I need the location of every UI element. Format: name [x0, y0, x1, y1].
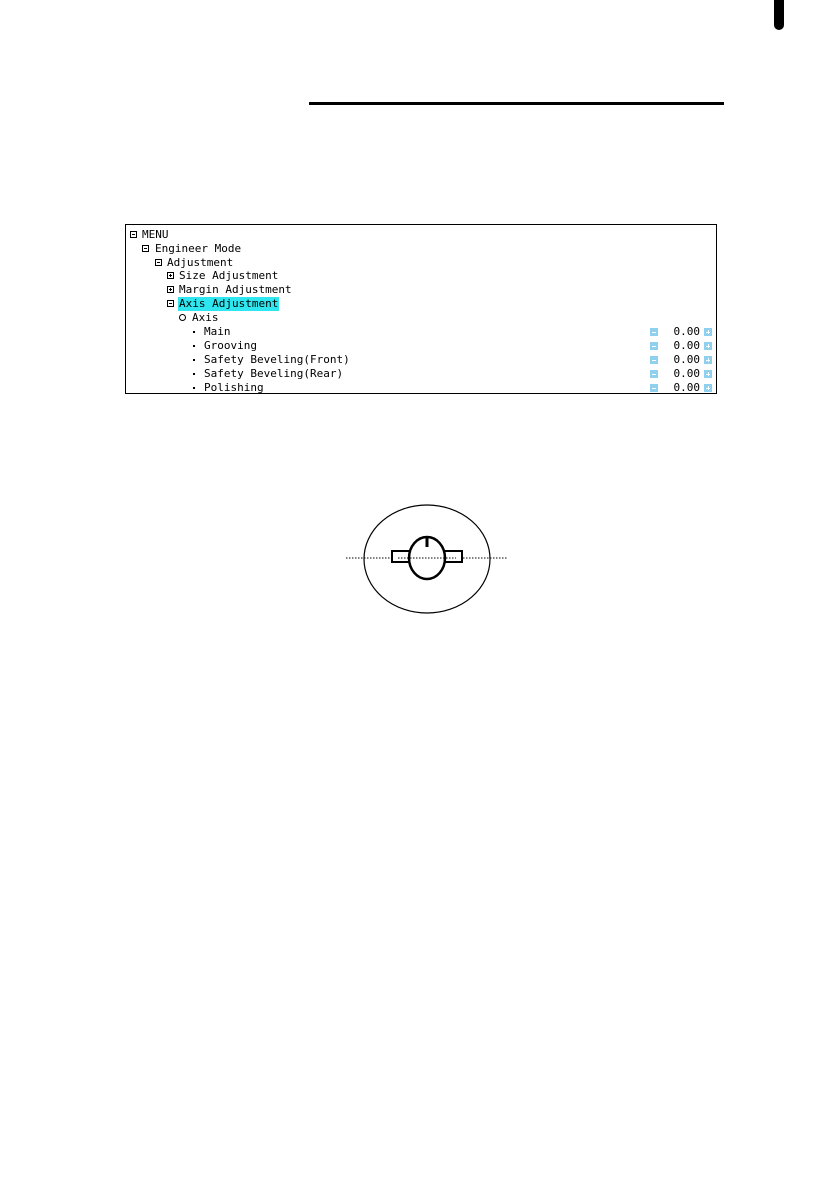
expand-icon[interactable] — [167, 286, 174, 293]
left-clamp — [392, 551, 410, 562]
increment-button[interactable] — [704, 342, 712, 350]
decrement-button[interactable] — [650, 384, 658, 392]
bullet-icon — [193, 331, 195, 333]
expand-icon[interactable] — [167, 272, 174, 279]
decrement-button[interactable] — [650, 370, 658, 378]
collapse-icon[interactable] — [142, 245, 149, 252]
bullet-icon — [193, 373, 195, 375]
axis-item-value: 0.00 — [673, 381, 700, 394]
tree-item-adjustment[interactable] — [126, 256, 716, 270]
menu-tree-panel — [125, 224, 717, 394]
increment-button[interactable] — [704, 328, 712, 336]
axis-item-safety-beveling-front — [126, 353, 716, 367]
header-rule — [309, 102, 724, 105]
axis-item-label: Safety Beveling(Front) — [204, 353, 350, 366]
axis-item-value: 0.00 — [673, 367, 700, 380]
decrement-button[interactable] — [650, 342, 658, 350]
tree-item-axis-adjustment[interactable] — [126, 297, 716, 311]
tree-item-engineer-mode[interactable] — [126, 242, 716, 256]
axis-item-safety-beveling-rear — [126, 367, 716, 381]
tree-item-menu[interactable] — [126, 228, 716, 242]
page-corner-tab — [774, 0, 784, 30]
tree-item-label: Margin Adjustment — [179, 283, 292, 296]
bullet-icon — [193, 345, 195, 347]
decrement-button[interactable] — [650, 356, 658, 364]
tree-item-axis[interactable] — [126, 311, 716, 325]
increment-button[interactable] — [704, 384, 712, 392]
tree-item-label-selected: Axis Adjustment — [179, 297, 279, 310]
axis-item-polishing — [126, 381, 716, 394]
tree-item-margin-adjustment[interactable] — [126, 283, 716, 297]
bullet-icon — [193, 387, 195, 389]
tree-item-label: Size Adjustment — [179, 269, 279, 282]
right-clamp — [444, 551, 462, 562]
bullet-icon — [193, 359, 195, 361]
collapse-icon[interactable] — [130, 231, 137, 238]
decrement-button[interactable] — [650, 328, 658, 336]
increment-button[interactable] — [704, 356, 712, 364]
increment-button[interactable] — [704, 370, 712, 378]
axis-item-value: 0.00 — [673, 353, 700, 366]
tree-item-label: Adjustment — [167, 256, 234, 269]
tree-item-label: Axis — [192, 311, 219, 324]
lens-axis-diagram — [344, 503, 510, 615]
tree-item-label: MENU — [142, 228, 169, 241]
collapse-icon[interactable] — [167, 300, 174, 307]
axis-item-label: Grooving — [204, 339, 257, 352]
axis-item-main — [126, 325, 716, 339]
axis-item-label: Safety Beveling(Rear) — [204, 367, 344, 380]
tree-item-size-adjustment[interactable] — [126, 269, 716, 283]
axis-item-label: Polishing — [204, 381, 264, 394]
axis-item-grooving — [126, 339, 716, 353]
axis-item-label: Main — [204, 325, 231, 338]
axis-item-value: 0.00 — [673, 339, 700, 352]
radio-icon — [179, 314, 186, 321]
tree-item-label: Engineer Mode — [155, 242, 242, 255]
collapse-icon[interactable] — [155, 259, 162, 266]
axis-item-value: 0.00 — [673, 325, 700, 338]
